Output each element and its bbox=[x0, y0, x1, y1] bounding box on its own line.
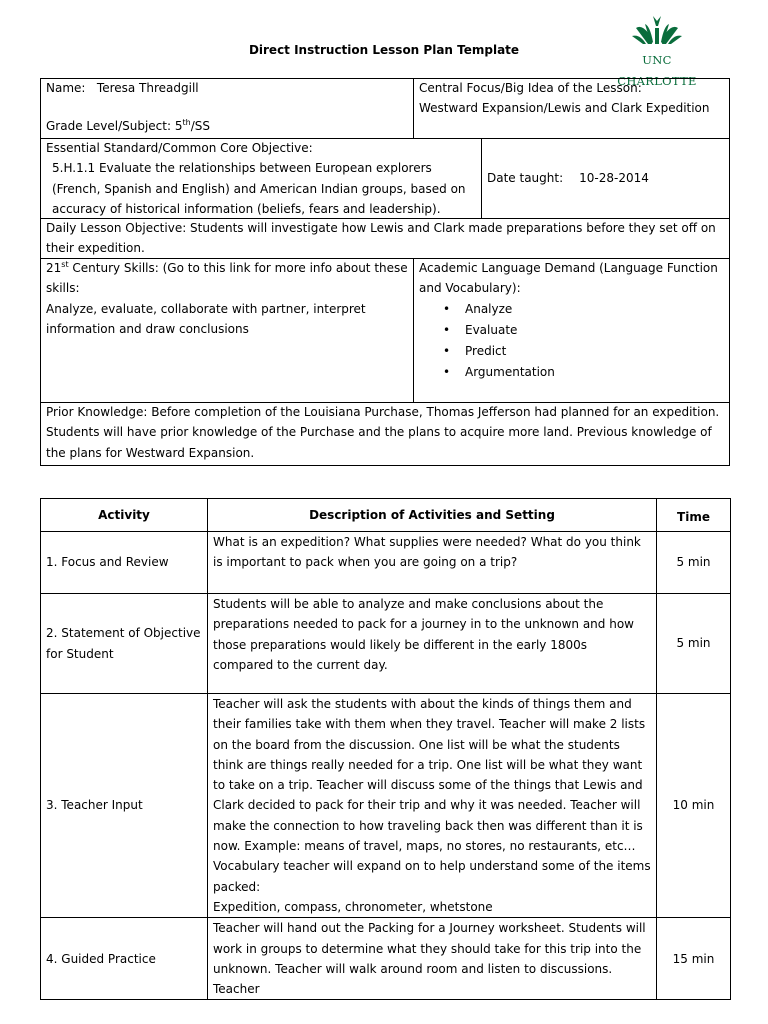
activity-time: 5 min bbox=[657, 594, 731, 694]
activity-time: 15 min bbox=[657, 918, 731, 1000]
academic-list bbox=[419, 299, 725, 383]
activity-description bbox=[208, 694, 657, 918]
central-focus-label: Central Focus/Big Idea of the Lesson: bbox=[419, 81, 642, 95]
skills-label bbox=[46, 258, 408, 299]
name-value: Teresa Threadgill bbox=[96, 81, 199, 95]
unc-charlotte-logo bbox=[602, 14, 712, 88]
standard-cell bbox=[41, 138, 481, 218]
table-row bbox=[41, 532, 731, 594]
skills-prefix: 21 bbox=[46, 261, 62, 275]
date-value: 10-28-2014 bbox=[579, 170, 649, 185]
name-label: Name: bbox=[46, 81, 86, 95]
prior-knowledge-cell bbox=[41, 402, 730, 466]
logo-wordmark: UNC CHARLOTTE bbox=[617, 53, 697, 88]
table-row bbox=[41, 918, 731, 1000]
activity-time: 5 min bbox=[657, 532, 731, 594]
header-time: Time bbox=[657, 499, 731, 532]
skills-sup: st bbox=[61, 260, 69, 269]
grade-suffix: /SS bbox=[190, 119, 210, 134]
daily-objective: Daily Lesson Objective: Students will investigate how Lewis and Clark made preparations before they set off on their expedition. bbox=[46, 221, 716, 256]
header-activity: Activity bbox=[41, 499, 208, 532]
activity-name: 4. Guided Practice bbox=[41, 918, 208, 1000]
document-title: Direct Instruction Lesson Plan Template bbox=[248, 43, 520, 57]
standard-value: 5.H.1.1 Evaluate the relationships between European explorers (French, Spanish and English) and American Indian groups, based on accuracy of historical information (beliefs, fears and leadership). bbox=[52, 161, 466, 216]
skills-value: Analyze, evaluate, collaborate with partner, interpret information and draw conclusions bbox=[46, 301, 366, 336]
header-description: Description of Activities and Setting bbox=[208, 499, 657, 532]
table-row bbox=[41, 694, 731, 918]
vocabulary-intro: Vocabulary teacher will expand on to help understand some of the items packed: bbox=[213, 859, 651, 894]
activities-table bbox=[40, 498, 731, 1000]
crown-icon bbox=[602, 14, 712, 50]
name-grade-cell bbox=[41, 78, 413, 138]
skills-label-text: Century Skills: (Go to this link for more info about these skills: bbox=[46, 261, 408, 296]
grade-sup: th bbox=[182, 118, 191, 128]
central-focus-value: Westward Expansion/Lewis and Clark Expedition bbox=[419, 101, 710, 116]
academic-item: • Analyze bbox=[465, 299, 725, 320]
skills-cell bbox=[41, 258, 413, 402]
grade-level bbox=[46, 116, 408, 136]
teacher-input-text: Teacher will ask the students with about the kinds of things them and their families take with them when they travel. Teacher will make 2 lists on the board from the discussion. One list will be what the students think are things really needed for a trip. One list will be what they want to take on a trip. Teacher will discuss some of the things that Lewis and Clark decided to pack for their trip and why it was needed. Teacher will make the connection to how traveling back then was different than it is now. Example: means of travel, maps, no stores, no restaurants, etc… bbox=[213, 697, 646, 854]
activity-name: 3. Teacher Input bbox=[41, 694, 208, 918]
table-header-row bbox=[41, 499, 731, 532]
activity-name: 2. Statement of Objective for Student bbox=[41, 594, 208, 694]
date-label: Date taught: bbox=[487, 170, 564, 185]
activity-time: 10 min bbox=[657, 694, 731, 918]
table-row bbox=[41, 594, 731, 694]
vocabulary-list: Expedition, compass, chronometer, whetstone bbox=[213, 899, 493, 914]
academic-item: • Predict bbox=[465, 341, 725, 362]
activity-description: What is an expedition? What supplies were needed? What do you think is important to pack when you are going on a trip? bbox=[208, 532, 657, 594]
activity-description: Teacher will hand out the Packing for a Journey worksheet. Students will work in groups to determine what they should take for this trip into the unknown. Teacher will walk around room and listen to discussions. Teacher bbox=[208, 918, 657, 1000]
central-focus-cell bbox=[414, 78, 730, 138]
teacher-name bbox=[46, 78, 408, 98]
academic-item: • Evaluate bbox=[465, 320, 725, 341]
prior-knowledge: Prior Knowledge: Before completion of the Louisiana Purchase, Thomas Jefferson had planned for an expedition. Students will have prior knowledge of the Purchase and the plans to acquire more land. Previous knowledge of the plans for Westward Expansion. bbox=[46, 405, 720, 460]
activity-name: 1. Focus and Review bbox=[41, 532, 208, 594]
academic-language-cell bbox=[414, 258, 730, 402]
activity-description: Students will be able to analyze and make conclusions about the preparations needed to pack for a journey in to the unknown and how those preparations would likely be different in the early 1800s compared to the current day. bbox=[208, 594, 657, 694]
academic-label: Academic Language Demand (Language Function and Vocabulary): bbox=[419, 261, 718, 296]
date-cell bbox=[482, 138, 730, 218]
academic-item: • Argumentation bbox=[465, 362, 725, 383]
standard-label: Essential Standard/Common Core Objective: bbox=[46, 141, 313, 155]
daily-objective-cell bbox=[41, 218, 730, 258]
grade-label: Grade Level/Subject: 5 bbox=[46, 119, 183, 134]
